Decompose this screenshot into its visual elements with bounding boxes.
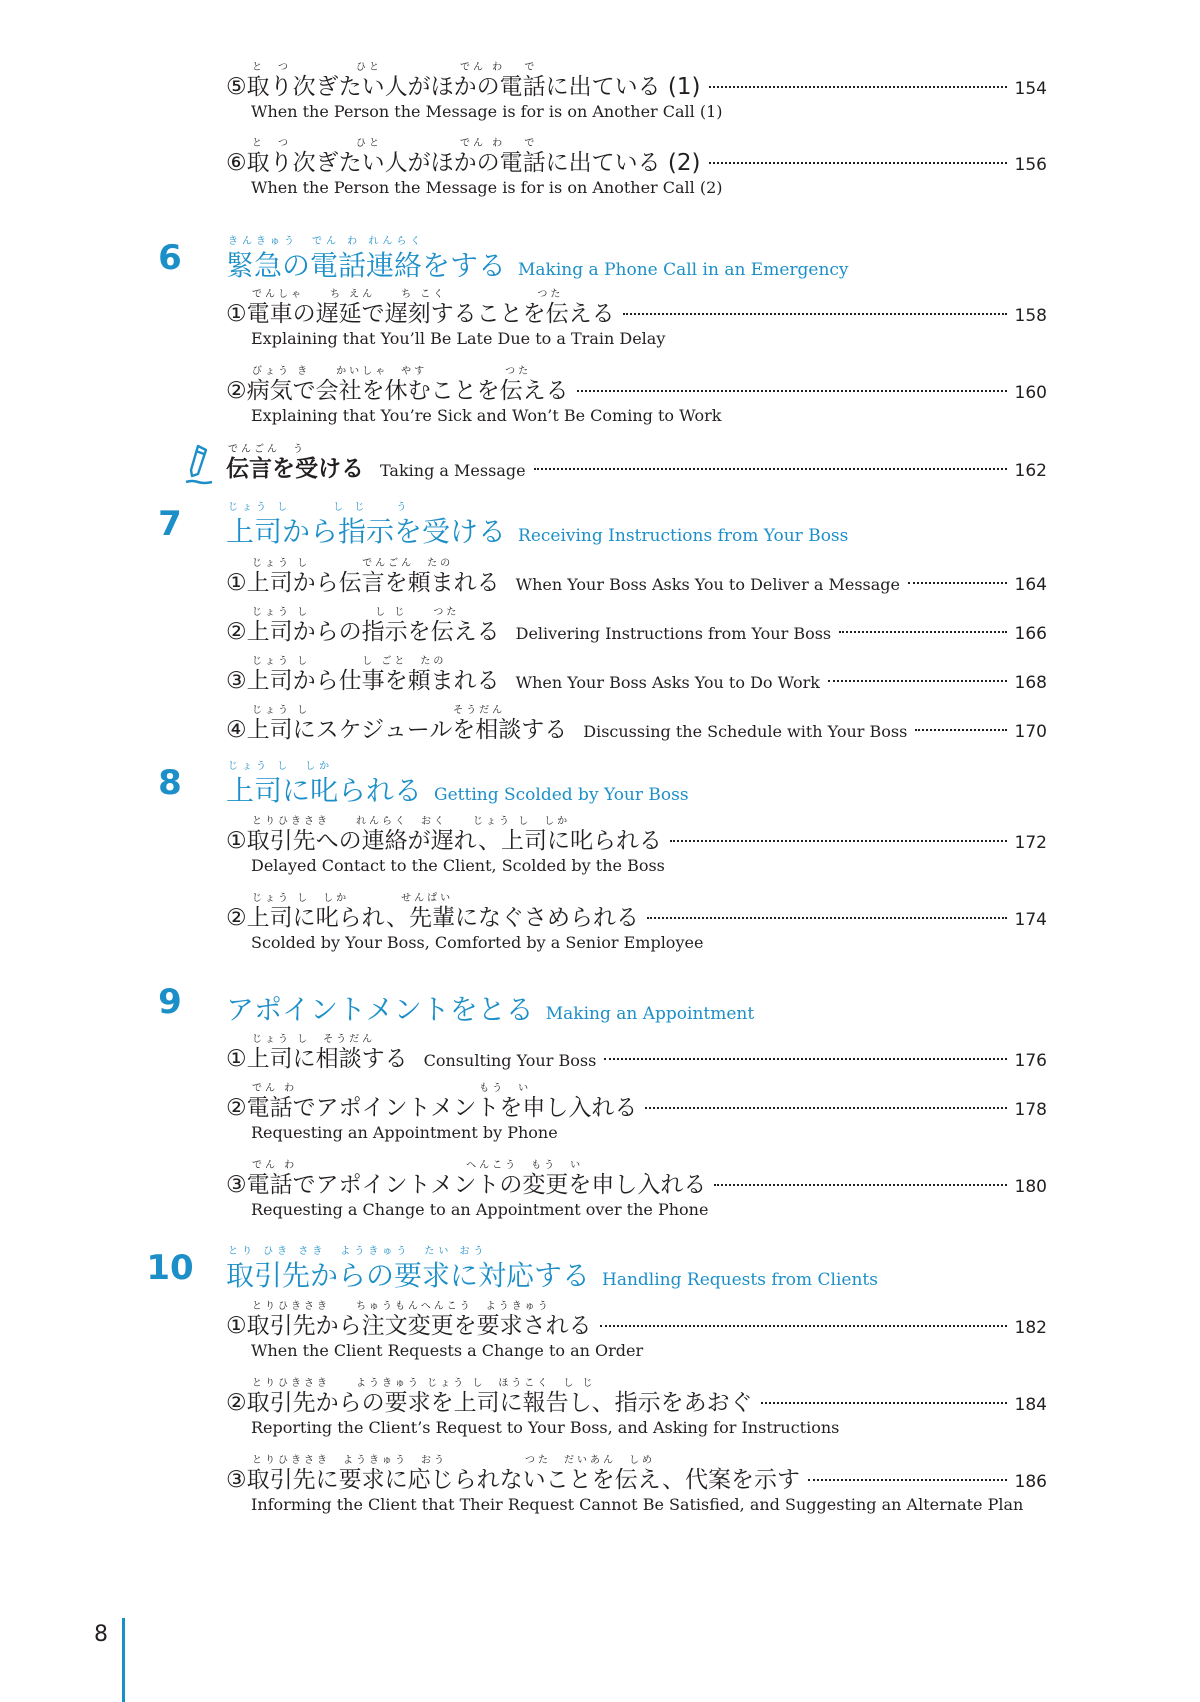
page-ref: 176 xyxy=(1014,1051,1047,1071)
furigana: とりひきさき れんらく おく じょう し しか xyxy=(252,816,571,827)
furigana: と つ ひと でん わ で xyxy=(252,62,538,73)
leader-dots xyxy=(714,1184,1006,1186)
pencil-icon xyxy=(184,444,214,486)
entry-title: ②上司に叱られ、先輩になぐさめられる xyxy=(226,905,639,931)
entry-translation: Explaining that You’ll Be Late Due to a Train Delay xyxy=(251,329,666,348)
chapter-title: 取引先からの要求に対応する xyxy=(226,1259,591,1292)
entry-title-en: Taking a Message xyxy=(380,461,526,480)
page-ref: 172 xyxy=(1014,833,1047,853)
page-ref: 170 xyxy=(1014,722,1047,742)
chapter-title-en: Receiving Instructions from Your Boss xyxy=(518,526,849,546)
page-ref: 180 xyxy=(1014,1177,1047,1197)
leader-dots xyxy=(647,917,1007,919)
chapter-number: 10 xyxy=(146,1248,194,1288)
furigana: と つ ひと でん わ で xyxy=(252,138,538,149)
page-ref: 156 xyxy=(1014,155,1047,175)
chapter-title: 緊急の電話連絡をする xyxy=(226,249,507,282)
entry-translation: Reporting the Client’s Request to Your Boss, and Asking for Instructions xyxy=(251,1418,840,1437)
entry-title: ③上司から仕事を頼まれる xyxy=(226,668,500,694)
chapter-heading-6[interactable] xyxy=(0,232,1200,284)
chapter-furigana: じょう し し じ う xyxy=(228,502,411,513)
leader-dots xyxy=(908,582,1007,584)
chapter-title-en: Making a Phone Call in an Emergency xyxy=(518,260,849,280)
entry-title-en: Consulting Your Boss xyxy=(423,1051,597,1070)
entry-title: 伝言を受ける xyxy=(226,456,364,482)
page-ref: 164 xyxy=(1014,575,1047,595)
leader-dots xyxy=(808,1479,1007,1481)
page-number: 8 xyxy=(94,1622,108,1647)
entry-translation: Informing the Client that Their Request Cannot Be Satisfied, and Suggesting an Alternate Plan xyxy=(251,1495,1024,1514)
entry-title: ①電車の遅延で遅刻することを伝える xyxy=(226,301,615,327)
chapter-number: 9 xyxy=(158,982,182,1022)
leader-dots xyxy=(534,468,1007,470)
page-ref: 178 xyxy=(1014,1100,1047,1120)
furigana: でんしゃ ち えん ち こく つた xyxy=(252,289,564,300)
furigana: じょう し でんごん たの xyxy=(252,558,454,569)
entry-title: ③取引先に要求に応じられないことを伝え、代案を示す xyxy=(226,1467,800,1493)
entry-title-en: When Your Boss Asks You to Deliver a Message xyxy=(515,575,900,594)
furigana: じょう し しか せんぱい xyxy=(252,893,454,904)
entry-title: ④上司にスケジュールを相談する xyxy=(226,717,568,743)
entry-title: ①取引先から注文変更を要求される xyxy=(226,1313,592,1339)
entry-translation: Requesting a Change to an Appointment over the Phone xyxy=(251,1200,709,1219)
entry-title: ⑤取り次ぎたい人がほかの電話に出ている (1) xyxy=(226,74,701,100)
toc-entry-special[interactable] xyxy=(0,440,1200,492)
leader-dots xyxy=(709,86,1007,88)
page-ref: 184 xyxy=(1014,1395,1047,1415)
page-ref: 154 xyxy=(1014,79,1047,99)
furigana: とりひきさき ようきゅう おう つた だいあん しめ xyxy=(252,1455,655,1466)
chapter-furigana: とり ひき さき ようきゅう たい おう xyxy=(228,1246,488,1257)
leader-dots xyxy=(839,631,1006,633)
page-ref: 162 xyxy=(1014,461,1047,481)
leader-dots xyxy=(670,840,1007,842)
chapter-heading-10[interactable] xyxy=(0,1242,1200,1294)
chapter-title: アポイントメントをとる xyxy=(226,993,534,1026)
leader-dots xyxy=(600,1325,1007,1327)
furigana: じょう し し じ つた xyxy=(252,607,460,618)
entry-title: ⑥取り次ぎたい人がほかの電話に出ている (2) xyxy=(226,150,701,176)
furigana: とりひきさき ようきゅう じょう し ほうこく し じ xyxy=(252,1378,596,1389)
entry-translation: Requesting an Appointment by Phone xyxy=(251,1123,558,1142)
page-ref: 166 xyxy=(1014,624,1047,644)
entry-title-en: Discussing the Schedule with Your Boss xyxy=(583,722,908,741)
page-ref: 186 xyxy=(1014,1472,1047,1492)
entry-title: ①上司に相談する xyxy=(226,1046,408,1072)
entry-translation: Explaining that You’re Sick and Won’t Be Coming to Work xyxy=(251,406,722,425)
chapter-heading-7[interactable] xyxy=(0,498,1200,550)
page-ref: 174 xyxy=(1014,910,1047,930)
leader-dots xyxy=(645,1107,1006,1109)
leader-dots xyxy=(828,680,1007,682)
entry-translation: When the Person the Message is for is on Another Call (1) xyxy=(251,102,723,121)
entry-title: ①取引先への連絡が遅れ、上司に叱られる xyxy=(226,828,662,854)
chapter-title-en: Getting Scolded by Your Boss xyxy=(434,785,689,805)
page-ref: 182 xyxy=(1014,1318,1047,1338)
chapter-title-en: Handling Requests from Clients xyxy=(602,1270,878,1290)
entry-title: ②電話でアポイントメントを申し入れる xyxy=(226,1095,638,1121)
chapter-title: 上司から指示を受ける xyxy=(226,515,507,548)
chapter-heading-8[interactable] xyxy=(0,757,1200,809)
entry-title-en: Delivering Instructions from Your Boss xyxy=(515,624,832,643)
chapter-furigana: じょう し しか xyxy=(228,761,334,772)
page-ref: 160 xyxy=(1014,383,1047,403)
entry-translation: Scolded by Your Boss, Comforted by a Senior Employee xyxy=(251,933,704,952)
leader-dots xyxy=(761,1402,1007,1404)
furigana: でん わ へんこう もう い xyxy=(252,1160,584,1171)
entry-translation: When the Client Requests a Change to an Order xyxy=(251,1341,644,1360)
furigana: でんごん う xyxy=(228,444,306,455)
chapter-heading-9[interactable] xyxy=(0,976,1200,1028)
furigana: じょう し そうだん xyxy=(252,705,506,716)
leader-dots xyxy=(915,729,1006,731)
furigana: じょう し し ごと たの xyxy=(252,656,447,667)
leader-dots xyxy=(577,390,1007,392)
entry-title: ②上司からの指示を伝える xyxy=(226,619,500,645)
page-ref: 158 xyxy=(1014,306,1047,326)
entry-title: ③電話でアポイントメントの変更を申し入れる xyxy=(226,1172,707,1198)
furigana: じょう し そうだん xyxy=(252,1034,376,1045)
chapter-number: 6 xyxy=(158,238,182,278)
entry-translation: When the Person the Message is for is on Another Call (2) xyxy=(251,178,723,197)
entry-title: ②取引先からの要求を上司に報告し、指示をあおぐ xyxy=(226,1390,753,1416)
page-ref: 168 xyxy=(1014,673,1047,693)
leader-dots xyxy=(623,313,1007,315)
leader-dots xyxy=(709,162,1007,164)
chapter-number: 8 xyxy=(158,763,182,803)
chapter-furigana: きんきゅう でん わ れんらく xyxy=(228,236,425,247)
furigana: でん わ もう い xyxy=(252,1083,532,1094)
entry-title: ①上司から伝言を頼まれる xyxy=(226,570,500,596)
furigana: とりひきさき ちゅうもんへんこう ようきゅう xyxy=(252,1301,551,1312)
chapter-title: 上司に叱られる xyxy=(226,774,423,807)
page-edge-bar xyxy=(122,1618,125,1702)
chapter-number: 7 xyxy=(158,504,182,544)
entry-title: ②病気で会社を休むことを伝える xyxy=(226,378,569,404)
leader-dots xyxy=(604,1058,1006,1060)
furigana: びょう き かいしゃ やす つた xyxy=(252,366,532,377)
chapter-title-en: Making an Appointment xyxy=(545,1004,755,1024)
entry-title-en: When Your Boss Asks You to Do Work xyxy=(515,673,820,692)
entry-translation: Delayed Contact to the Client, Scolded by the Boss xyxy=(251,856,665,875)
